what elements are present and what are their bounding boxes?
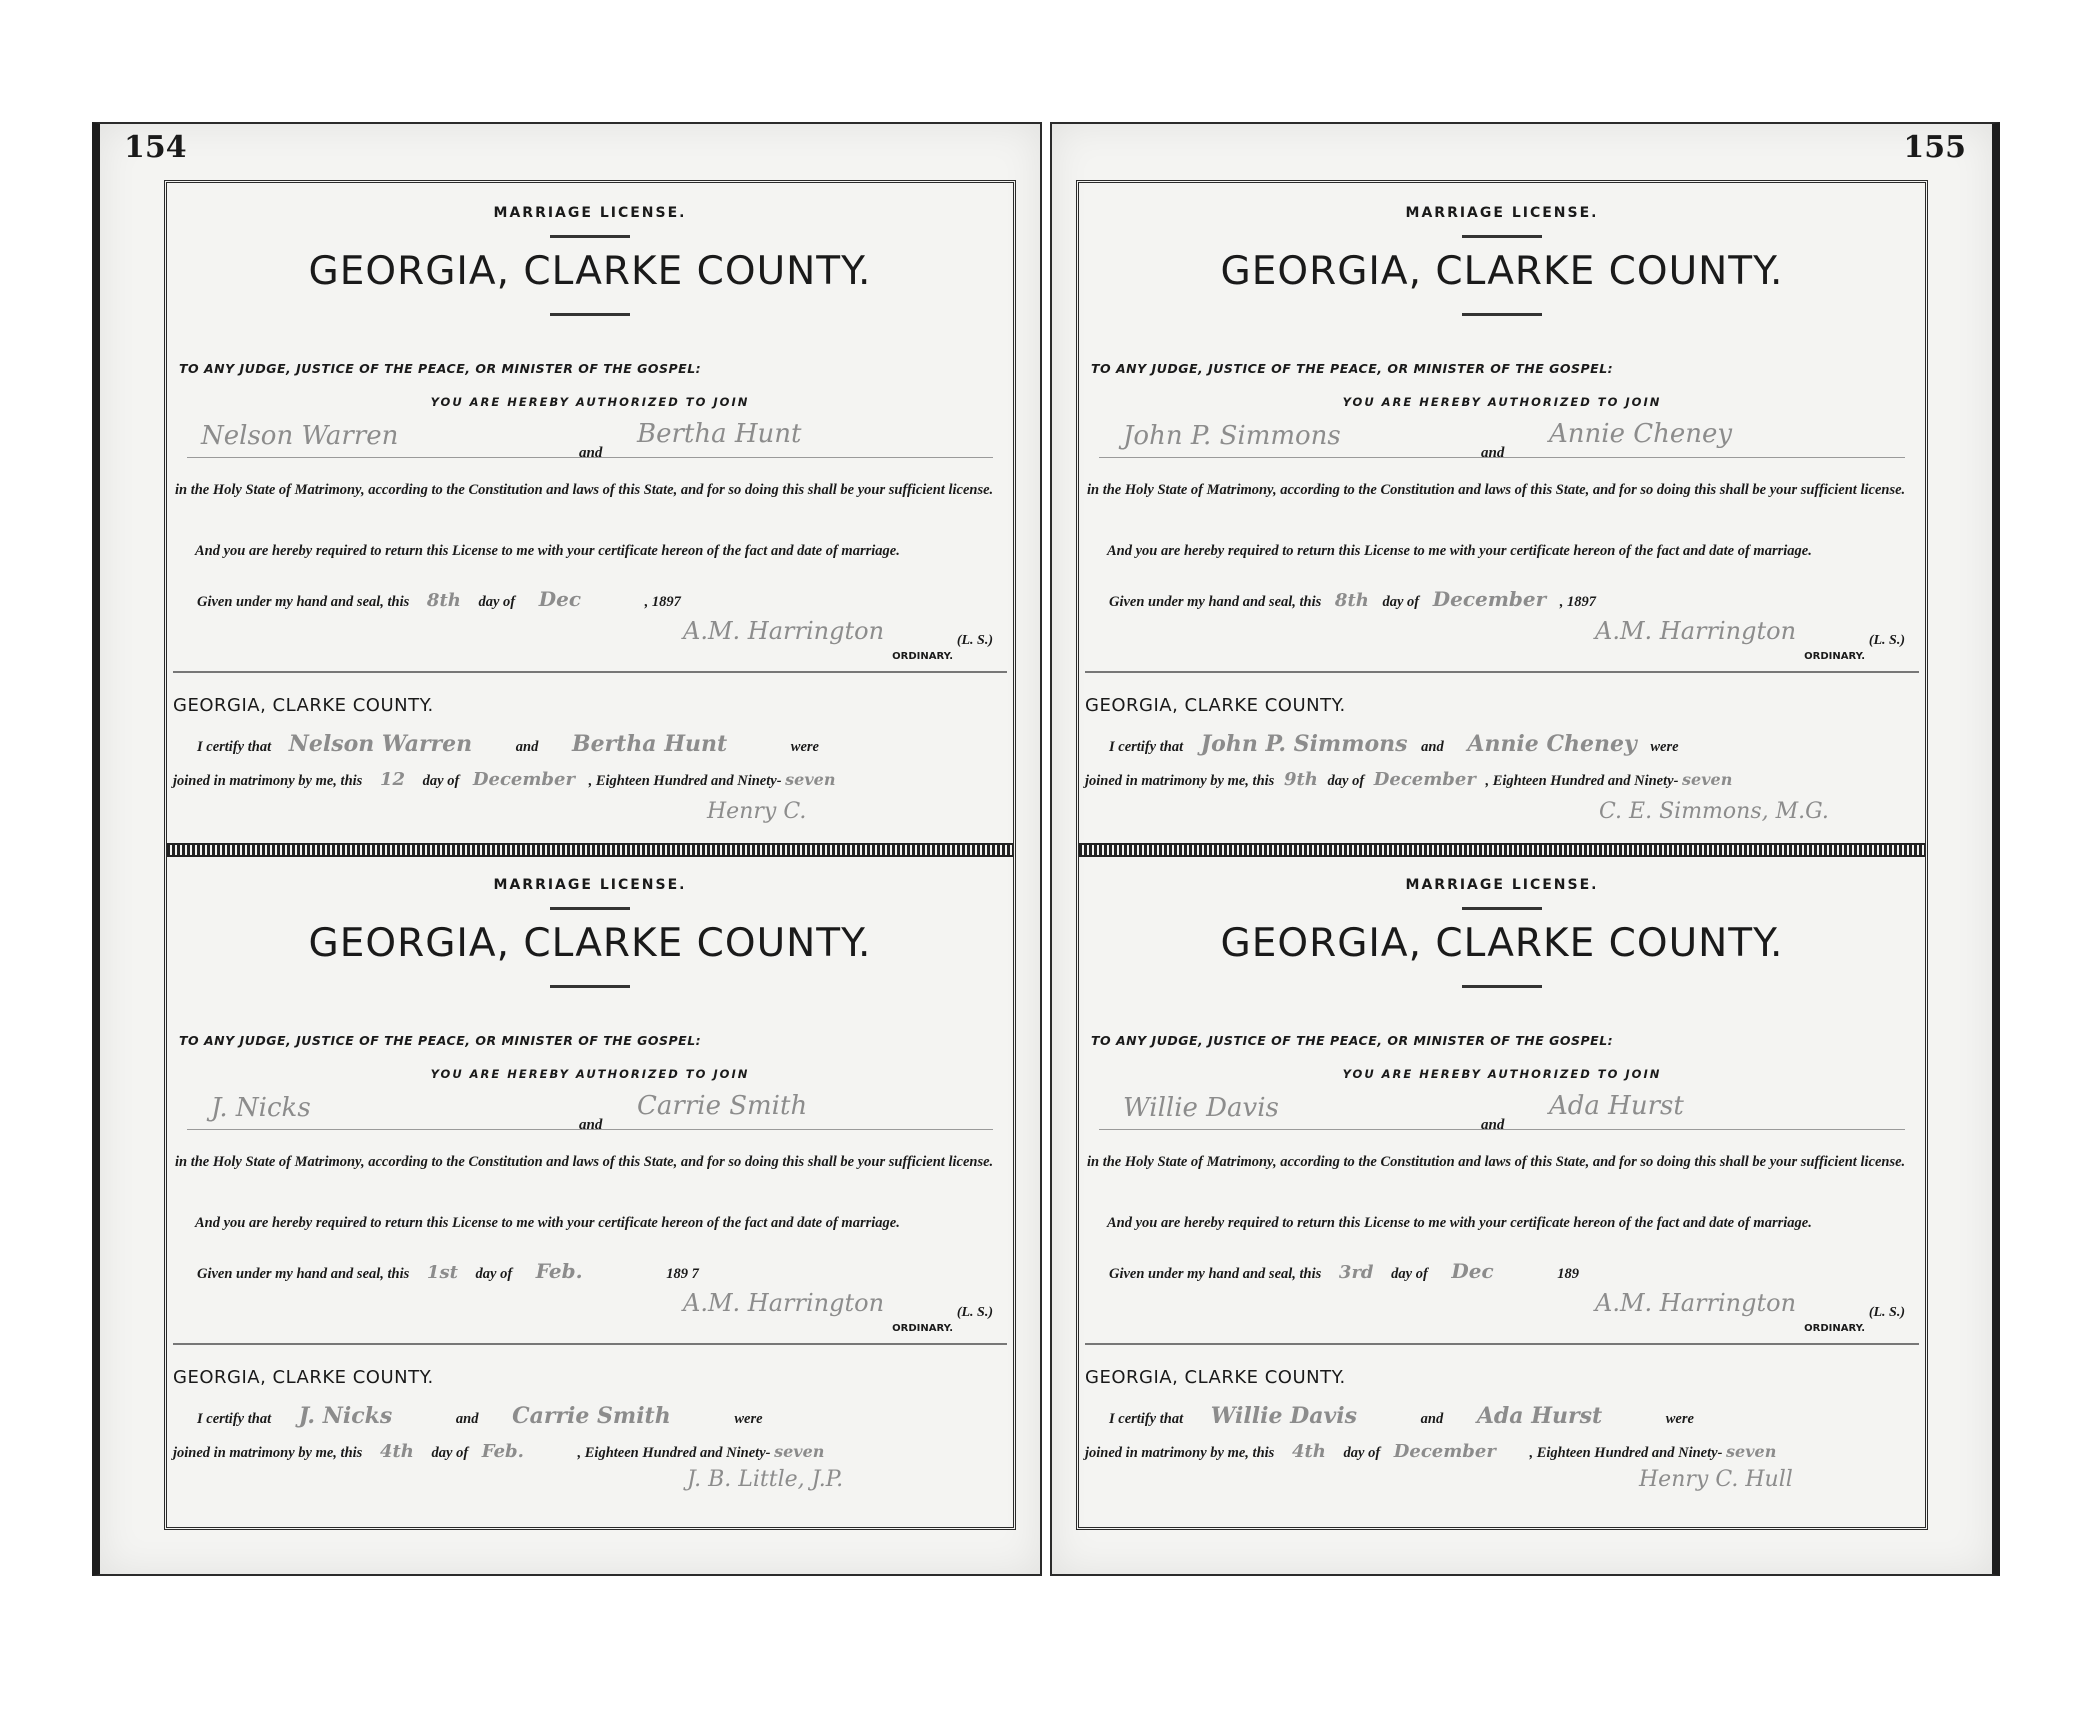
county-title: GEORGIA, CLARKE COUNTY. xyxy=(308,249,872,294)
divider xyxy=(1462,985,1542,988)
joined-year: seven xyxy=(774,1442,825,1461)
given-prefix: Given under my hand and seal, this xyxy=(197,594,410,610)
joined-day: 4th xyxy=(379,1441,414,1462)
given-day: 8th xyxy=(1334,590,1369,611)
given-month: Dec xyxy=(538,587,581,611)
divider xyxy=(550,313,630,316)
cert-and: and xyxy=(1421,739,1444,755)
given-day: 8th xyxy=(426,590,461,611)
joined-day: 4th xyxy=(1291,1441,1326,1462)
cert-bride: Annie Cheney xyxy=(1467,731,1637,757)
certificate-title: GEORGIA, CLARKE COUNTY. xyxy=(1085,695,1346,716)
address-line: TO ANY JUDGE, JUSTICE OF THE PEACE, OR MINISTER OF THE GOSPEL: xyxy=(1091,1033,1614,1048)
ordinary-label: ORDINARY. xyxy=(892,1323,953,1334)
day-of: day of xyxy=(1382,594,1420,610)
minister-signature: Henry C. Hull xyxy=(1639,1467,1793,1492)
given-month: December xyxy=(1432,587,1547,611)
license-heading: MARRIAGE LICENSE. xyxy=(1405,205,1599,221)
given-line xyxy=(1109,587,1596,611)
joined-prefix: joined in matrimony by me, this xyxy=(1085,773,1275,789)
ordinary-signature: A.M. Harrington xyxy=(683,1289,885,1317)
joined-month: December xyxy=(1373,769,1476,790)
return-text: And you are hereby required to return this License to me with your certificate hereon of the fact and date of marriage. xyxy=(1107,1215,1812,1231)
cert-groom: John P. Simmons xyxy=(1200,731,1408,757)
cert-prefix: I certify that xyxy=(197,739,272,755)
seal-mark: (L. S.) xyxy=(956,1305,993,1320)
ordinary-signature-block xyxy=(653,617,993,662)
minister-signature: J. B. Little, J.P. xyxy=(687,1467,844,1492)
given-day: 3rd xyxy=(1338,1262,1374,1283)
certificate-title: GEORGIA, CLARKE COUNTY. xyxy=(1085,1367,1346,1388)
joined-month: Feb. xyxy=(481,1441,524,1462)
matrimony-text: in the Holy State of Matrimony, according to the Constitution and laws of this State, and for so doing this shall be your sufficient license. xyxy=(1087,1154,1906,1170)
certificate-line xyxy=(1109,731,1913,757)
authorize-line: YOU ARE HEREBY AUTHORIZED TO JOIN xyxy=(1342,1067,1662,1081)
page-number: 155 xyxy=(1903,130,1966,165)
cert-groom: Willie Davis xyxy=(1210,1403,1357,1429)
page-frame xyxy=(164,180,1016,1530)
divider xyxy=(1462,313,1542,316)
register-page-right xyxy=(1050,122,2000,1576)
return-text: And you are hereby required to return this License to me with your certificate hereon of the fact and date of marriage. xyxy=(195,543,900,559)
given-prefix: Given under my hand and seal, this xyxy=(197,1266,410,1282)
joined-year: seven xyxy=(1682,770,1733,789)
cert-prefix: I certify that xyxy=(1109,739,1184,755)
license-heading: MARRIAGE LICENSE. xyxy=(493,205,687,221)
ordinary-signature: A.M. Harrington xyxy=(1595,617,1797,645)
joined-line xyxy=(173,1441,1001,1462)
seal-mark: (L. S.) xyxy=(956,633,993,648)
minister-signature: Henry C. xyxy=(707,799,807,824)
given-month: Feb. xyxy=(535,1259,583,1283)
ordinary-signature-block xyxy=(1565,617,1905,662)
matrimony-text: in the Holy State of Matrimony, according to the Constitution and laws of this State, and for so doing this shall be your sufficient license. xyxy=(175,482,994,498)
given-month: Dec xyxy=(1451,1259,1494,1283)
and-word: and xyxy=(1481,445,1505,461)
return-text: And you are hereby required to return this License to me with your certificate hereon of the fact and date of marriage. xyxy=(195,1215,900,1231)
given-line xyxy=(1109,1259,1579,1283)
authorize-line: YOU ARE HEREBY AUTHORIZED TO JOIN xyxy=(430,1067,750,1081)
divider xyxy=(173,1343,1007,1345)
certificate-line xyxy=(197,731,1001,757)
ordinary-label: ORDINARY. xyxy=(1804,651,1865,662)
joined-suffix: , Eighteen Hundred and Ninety- xyxy=(588,773,782,789)
marriage-license xyxy=(167,183,1013,853)
ordinary-signature: A.M. Harrington xyxy=(683,617,885,645)
given-prefix: Given under my hand and seal, this xyxy=(1109,1266,1322,1282)
joined-line xyxy=(1085,1441,1913,1462)
given-year: , 1897 xyxy=(1559,594,1597,610)
divider xyxy=(550,985,630,988)
divider xyxy=(173,671,1007,673)
marriage-license xyxy=(1079,855,1925,1525)
given-prefix: Given under my hand and seal, this xyxy=(1109,594,1322,610)
joined-prefix: joined in matrimony by me, this xyxy=(173,1445,363,1461)
given-line xyxy=(197,1259,699,1283)
cert-prefix: I certify that xyxy=(1109,1411,1184,1427)
joined-day-of: day of xyxy=(1343,1445,1381,1461)
county-title: GEORGIA, CLARKE COUNTY. xyxy=(308,921,872,966)
joined-month: December xyxy=(472,769,575,790)
joined-day: 9th xyxy=(1283,769,1318,790)
divider xyxy=(1085,671,1919,673)
minister-signature: C. E. Simmons, M.G. xyxy=(1599,799,1829,824)
joined-suffix: , Eighteen Hundred and Ninety- xyxy=(1485,773,1679,789)
bride-name: Annie Cheney xyxy=(1549,419,1733,449)
divider xyxy=(1085,1343,1919,1345)
cert-and: and xyxy=(515,739,539,755)
license-heading: MARRIAGE LICENSE. xyxy=(1405,877,1599,893)
register-page-left xyxy=(92,122,1042,1576)
page-number: 154 xyxy=(124,130,187,165)
license-heading: MARRIAGE LICENSE. xyxy=(493,877,687,893)
joined-line xyxy=(173,769,1001,790)
cert-were: were xyxy=(790,739,819,755)
certificate-title: GEORGIA, CLARKE COUNTY. xyxy=(173,1367,434,1388)
cert-groom: J. Nicks xyxy=(298,1403,393,1429)
joined-suffix: , Eighteen Hundred and Ninety- xyxy=(1529,1445,1723,1461)
divider xyxy=(1462,907,1542,910)
cert-prefix: I certify that xyxy=(197,1411,272,1427)
address-line: TO ANY JUDGE, JUSTICE OF THE PEACE, OR MINISTER OF THE GOSPEL: xyxy=(179,1033,702,1048)
cert-bride: Ada Hurst xyxy=(1476,1403,1603,1429)
cert-were: were xyxy=(1650,739,1679,755)
and-word: and xyxy=(1481,1117,1505,1133)
divider xyxy=(550,907,630,910)
and-word: and xyxy=(579,445,603,461)
groom-name: J. Nicks xyxy=(211,1093,311,1123)
return-text: And you are hereby required to return this License to me with your certificate hereon of the fact and date of marriage. xyxy=(1107,543,1812,559)
ordinary-signature-block xyxy=(1565,1289,1905,1334)
marriage-license xyxy=(1079,183,1925,853)
joined-month: December xyxy=(1393,1441,1496,1462)
certificate-line xyxy=(1109,1403,1913,1429)
joined-prefix: joined in matrimony by me, this xyxy=(1085,1445,1275,1461)
cert-and: and xyxy=(455,1411,479,1427)
joined-prefix: joined in matrimony by me, this xyxy=(173,773,363,789)
given-year: , 1897 xyxy=(644,594,681,610)
divider xyxy=(550,235,630,238)
day-of: day of xyxy=(475,1266,513,1282)
bride-name: Bertha Hunt xyxy=(637,419,802,449)
joined-day-of: day of xyxy=(422,773,460,789)
address-line: TO ANY JUDGE, JUSTICE OF THE PEACE, OR MINISTER OF THE GOSPEL: xyxy=(1091,361,1614,376)
bride-name: Ada Hurst xyxy=(1549,1091,1684,1121)
cert-bride: Bertha Hunt xyxy=(571,731,728,757)
joined-suffix: , Eighteen Hundred and Ninety- xyxy=(577,1445,771,1461)
ordinary-signature-block xyxy=(653,1289,993,1334)
day-of: day of xyxy=(1391,1266,1428,1282)
county-title: GEORGIA, CLARKE COUNTY. xyxy=(1220,249,1784,294)
given-year: 189 xyxy=(1557,1266,1580,1282)
ordinary-label: ORDINARY. xyxy=(892,651,953,662)
page-frame xyxy=(1076,180,1928,1530)
groom-name: Nelson Warren xyxy=(201,421,399,451)
bride-name: Carrie Smith xyxy=(637,1091,808,1121)
joined-line xyxy=(1085,769,1913,790)
groom-name: Willie Davis xyxy=(1123,1093,1279,1123)
address-line: TO ANY JUDGE, JUSTICE OF THE PEACE, OR MINISTER OF THE GOSPEL: xyxy=(179,361,702,376)
seal-mark: (L. S.) xyxy=(1868,1305,1905,1320)
joined-day-of: day of xyxy=(431,1445,469,1461)
cert-were: were xyxy=(734,1411,763,1427)
cert-groom: Nelson Warren xyxy=(288,731,473,757)
ordinary-signature: A.M. Harrington xyxy=(1595,1289,1797,1317)
cert-bride: Carrie Smith xyxy=(512,1403,671,1429)
joined-day-of: day of xyxy=(1327,773,1365,789)
given-year: 189 7 xyxy=(666,1266,699,1282)
certificate-title: GEORGIA, CLARKE COUNTY. xyxy=(173,695,434,716)
and-word: and xyxy=(579,1117,603,1133)
certificate-line xyxy=(197,1403,1001,1429)
joined-year: seven xyxy=(1726,1442,1777,1461)
authorize-line: YOU ARE HEREBY AUTHORIZED TO JOIN xyxy=(430,395,750,409)
county-title: GEORGIA, CLARKE COUNTY. xyxy=(1220,921,1784,966)
joined-year: seven xyxy=(785,770,836,789)
matrimony-text: in the Holy State of Matrimony, according to the Constitution and laws of this State, and for so doing this shall be your sufficient license. xyxy=(1087,482,1906,498)
cert-were: were xyxy=(1665,1411,1694,1427)
authorize-line: YOU ARE HEREBY AUTHORIZED TO JOIN xyxy=(1342,395,1662,409)
divider xyxy=(1462,235,1542,238)
cert-and: and xyxy=(1420,1411,1444,1427)
groom-name: John P. Simmons xyxy=(1123,421,1341,451)
joined-day: 12 xyxy=(379,769,406,790)
seal-mark: (L. S.) xyxy=(1868,633,1905,648)
marriage-license xyxy=(167,855,1013,1525)
ordinary-label: ORDINARY. xyxy=(1804,1323,1865,1334)
given-line xyxy=(197,587,681,611)
given-day: 1st xyxy=(426,1262,458,1283)
matrimony-text: in the Holy State of Matrimony, according to the Constitution and laws of this State, and for so doing this shall be your sufficient license. xyxy=(175,1154,994,1170)
day-of: day of xyxy=(478,594,516,610)
